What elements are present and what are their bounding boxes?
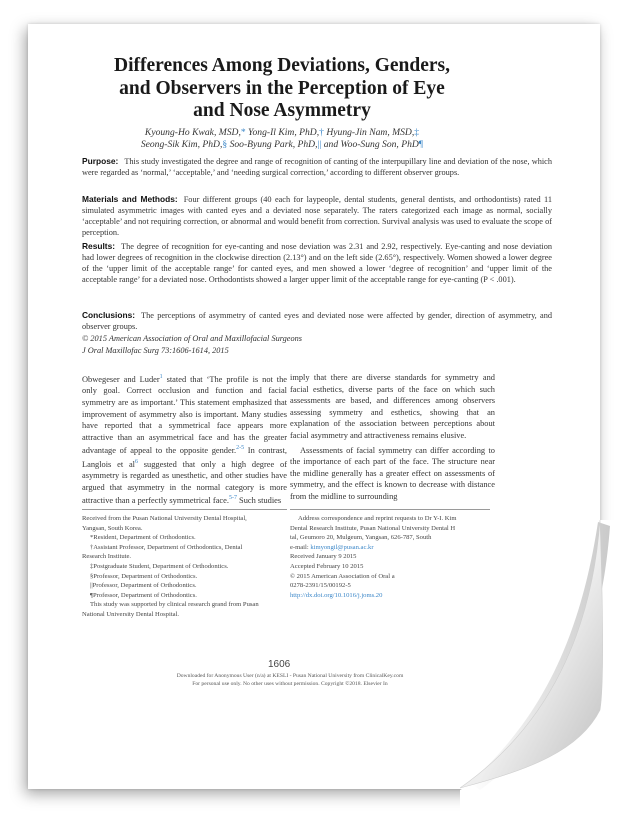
abstract-heading: Results: [82,241,116,251]
author-name: and Woo-Sung Son, PhD [321,139,419,150]
author-name: Soo-Byung Park, PhD, [227,139,318,150]
footnote-line: †Assistant Professor, Department of Orthodontics, Dental [90,543,243,551]
affiliation-mark: || [317,139,322,150]
reference-link[interactable]: 6 [135,458,138,465]
affiliation-mark: ¶ [418,139,424,150]
footnote-line: Address correspondence and reprint requests to Dr Y-I. Kim [298,515,457,522]
footnote-line: tal, Geumoro 20, Mulgeum, Yangsan, 626-787, South [290,534,432,542]
body-paragraph: Assessments of facial symmetry can differ according to the importance of each part of the face. The structure near the midline generally has a greater effect on assessments of symmetry, and the effect is known to decrease with distance from the midline to surrounding [290,445,495,501]
body-text: suggested that only a high degree of asymmetry is regarded as unesthetic, and other studies have argued that asymmetry in the normal category is more attractive than a perfectly symmetrical face. [82,459,287,506]
footnote-divider [290,509,490,510]
abstract-results [82,241,552,285]
footnote-line: National University Dental Hospital. [82,610,180,618]
body-text: Such studies [236,496,282,506]
reference-link[interactable]: 1 [159,374,163,380]
article-title [82,55,482,123]
footnote-line: Dental Research Institute, Pusan National University Dental H [290,524,456,532]
footnote-line: *Resident, Department of Orthodontics. [90,534,196,542]
abstract-text: This study investigated the degree and range of recognition of canting of the interpupillary line and deviation of the nose, which were regarded as ‘normal,’ ‘acceptable,’ and ‘needing surgical correction,’ according to different observer groups. [82,157,552,178]
author-name: Hyung-Jin Nam, MSD, [323,127,415,138]
reference-link[interactable]: 5-7 [228,495,237,502]
abstract-heading: Purpose: [82,156,119,166]
page-number: 1606 [268,659,291,670]
author-line [82,127,482,139]
affiliation-mark: † [319,127,324,138]
author-name: Seong-Sik Kim, PhD, [140,139,223,150]
abstract-conclusions [82,310,552,332]
footnote-line: Yangsan, South Korea. [82,524,143,532]
abstract-text: The perceptions of asymmetry of canted eyes and deviated nose were affected by gender, direction of asymmetry, and observer groups. [82,311,552,332]
footnote-line: Research Institute. [82,553,132,561]
journal-citation: J Oral Maxillofac Surg 73:1606-1614, 2015 [82,346,229,355]
abstract-text: The degree of recognition for eye-canting and nose deviation was 2.31 and 2.92, respectively. Eye-canting and nose deviation had lower degrees of recognition in the clockwise direction (2.13°) and on the left side (2.65°), respectively. Women showed a lower degree of the ‘upper limit of the acceptable range’ for canted eyes, and men showed a lower ‘degree of recognition’ and ‘upper limit of the acceptable range’ for a deviated nose. Orthodontists showed a larger upper limit of the acceptable range for eye-canting (P < .001). [82,242,552,285]
download-notice-line: For personal use only. No other uses without permission. Copyright ©2018. Elsevier In [192,680,388,687]
affiliation-mark: * [240,127,246,138]
abstract-text: Four different groups (40 each for laypeople, dental students, general dentists, and orthodontists) rated 11 simulated asymmetric images with canted eyes and a deviated nose separately. The raters categorized each image as normal, socially ‘acceptable’ and not requiring correction, or abnormal and would benefit from correction. Survival analysis was used to evaluate the scope of perception. [82,195,552,238]
affiliation-mark: ‡ [414,127,420,138]
footnote-line [290,543,490,553]
body-text: Obwegeser and Luder [82,374,160,384]
body-paragraph: imply that there are diverse standards for symmetry and facial esthetics, diverse parts of the face on which such assessments are based, and differences among observers assessing symmetry and esthetics, showing that an explanation of the association between perceptions about facial asymmetry and attractiveness remains elusive. [290,373,495,440]
reference-link[interactable]: 2-5 [236,445,245,452]
footnotes-left [82,514,259,620]
abstract-heading: Materials and Methods: [82,194,178,204]
footnote-line: 0278-2391/15/00192-5 [290,582,351,590]
body-text: In contrast, Langlois et al [82,446,287,469]
title-line: and Observers in the Perception of Eye [119,77,445,99]
email-link[interactable]: kimyongil@pusan.ac.kr [310,543,374,551]
footnote-line: ‡Postgraduate Student, Department of Orthodontics. [90,562,229,570]
footnote-line: ||Professor, Department of Orthodontics. [90,582,197,590]
doi-link[interactable]: http://dx.doi.org/10.1016/j.joms.20 [290,591,383,599]
download-notice [75,673,505,688]
title-line: Differences Among Deviations, Genders, [114,55,450,76]
footnote-line: © 2015 American Association of Oral a [290,572,395,580]
download-notice-line: Downloaded for Anonymous User (n/a) at KESLI - Pusan National University from ClinicalKey.com [176,673,404,679]
footnote-line: This study was supported by clinical research grand from Pusan [90,601,259,609]
abstract-heading: Conclusions: [82,310,136,320]
footnote-line: Received from the Pusan National University Dental Hospital, [82,515,247,522]
title-line: and Nose Asymmetry [193,100,371,121]
author-name: Kyoung-Ho Kwak, MSD, [144,127,241,138]
footnote-line: Received January 9 2015 [290,553,357,561]
abstract-purpose [82,156,552,178]
affiliation-mark: § [222,139,228,150]
author-line [82,139,482,151]
author-name: Yong-Il Kim, PhD, [245,127,320,138]
copyright-line: © 2015 American Association of Oral and Maxillofacial Surgeons [82,334,303,343]
abstract-methods [82,194,552,238]
footnote-line: Accepted February 10 2015 [290,562,364,570]
footnote-line: ¶Professor, Department of Orthodontics. [90,591,197,599]
author-list [82,127,482,151]
body-column-right [290,372,495,503]
body-column-left [82,372,287,507]
footnote-line [290,591,490,601]
footnote-divider [82,509,287,510]
body-text: stated that ‘The profile is not the only goal. Correct occlusion and function and facial symmetry are as important.’ This statement emphasized that improvement of asymmetry also is important. Many studies have reported that a symmetrical face appears more attractive than an asymmetrical face and has the greater advantage of appeal to the opposite gender. [82,374,288,456]
footnote-line: §Professor, Department of Orthodontics. [90,572,198,580]
body-paragraph [82,372,287,507]
footnotes-right [290,514,490,600]
email-label: e-mail: [290,543,311,551]
